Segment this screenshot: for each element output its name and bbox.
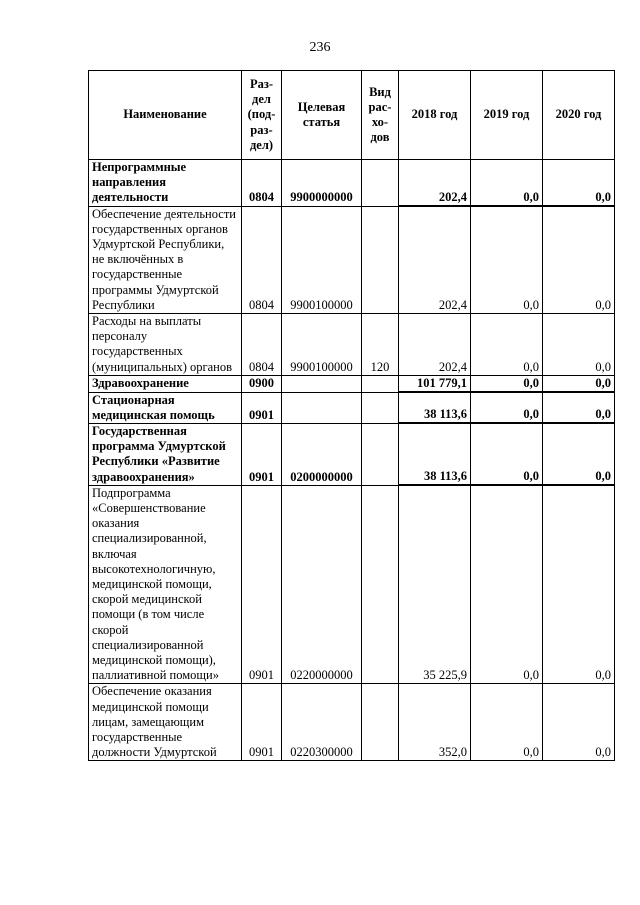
- header-2019: 2019 год: [471, 71, 543, 160]
- expense-type: [362, 160, 399, 207]
- expense-type: [362, 684, 399, 761]
- expense-type: [362, 423, 399, 485]
- section-code: 0804: [242, 206, 282, 313]
- amount-2019: 0,0: [471, 485, 543, 684]
- header-section: Раз- дел (под- раз- дел): [242, 71, 282, 160]
- amount-2019: 0,0: [471, 160, 543, 207]
- expense-type: [362, 485, 399, 684]
- amount-2020: 0,0: [543, 392, 615, 423]
- table-row: [89, 392, 615, 423]
- table-header-row: [89, 71, 615, 160]
- expense-type: [362, 375, 399, 392]
- amount-2020: 0,0: [543, 684, 615, 761]
- amount-2018: 38 113,6: [399, 423, 471, 485]
- amount-2018: 101 779,1: [399, 375, 471, 392]
- section-code: 0804: [242, 160, 282, 207]
- amount-2019: 0,0: [471, 375, 543, 392]
- header-2018: 2018 год: [399, 71, 471, 160]
- amount-2020: 0,0: [543, 160, 615, 207]
- expense-type: [362, 392, 399, 423]
- amount-2020: 0,0: [543, 314, 615, 376]
- table-row: [89, 485, 615, 684]
- amount-2020: 0,0: [543, 485, 615, 684]
- amount-2019: 0,0: [471, 206, 543, 313]
- header-expense-type: Вид рас- хо- дов: [362, 71, 399, 160]
- table-row: [89, 375, 615, 392]
- table-row: [89, 160, 615, 207]
- section-code: 0900: [242, 375, 282, 392]
- name: Здравоохранение: [89, 375, 242, 392]
- name: Обеспечение деятельности государственных органов Удмуртской Республики, не включённых в государственные программы Удмуртской Республики: [89, 206, 242, 313]
- expense-type: [362, 206, 399, 313]
- header-name: Наименование: [89, 71, 242, 160]
- target-article: [282, 392, 362, 423]
- name: Непрограммные направления деятельности: [89, 160, 242, 207]
- name: Расходы на выплаты персоналу государственных (муниципальных) органов: [89, 314, 242, 376]
- section-code: 0901: [242, 392, 282, 423]
- amount-2019: 0,0: [471, 392, 543, 423]
- amount-2020: 0,0: [543, 375, 615, 392]
- name: Подпрограмма «Совершенствование оказания специализированной, включая высокотехнологичную, медицинской помощи, скорой медицинской помощи (в том числе скорой специализированной медицинской помощи), паллиативной помощи»: [89, 485, 242, 684]
- header-target: Целевая статья: [282, 71, 362, 160]
- budget-table: [88, 70, 615, 761]
- target-article: 9900100000: [282, 206, 362, 313]
- target-article: 9900000000: [282, 160, 362, 207]
- name: Стационарная медицинская помощь: [89, 392, 242, 423]
- target-article: 9900100000: [282, 314, 362, 376]
- amount-2018: 35 225,9: [399, 485, 471, 684]
- section-code: 0901: [242, 684, 282, 761]
- amount-2018: 352,0: [399, 684, 471, 761]
- amount-2018: 202,4: [399, 206, 471, 313]
- header-2020: 2020 год: [543, 71, 615, 160]
- table-row: [89, 206, 615, 313]
- name: Государственная программа Удмуртской Республики «Развитие здравоохранения»: [89, 423, 242, 485]
- amount-2020: 0,0: [543, 206, 615, 313]
- target-article: 0220300000: [282, 684, 362, 761]
- amount-2019: 0,0: [471, 684, 543, 761]
- table-row: [89, 314, 615, 376]
- section-code: 0804: [242, 314, 282, 376]
- table-body: [89, 160, 615, 761]
- amount-2018: 38 113,6: [399, 392, 471, 423]
- amount-2018: 202,4: [399, 314, 471, 376]
- amount-2019: 0,0: [471, 314, 543, 376]
- target-article: 0200000000: [282, 423, 362, 485]
- expense-type: 120: [362, 314, 399, 376]
- amount-2018: 202,4: [399, 160, 471, 207]
- section-code: 0901: [242, 423, 282, 485]
- target-article: [282, 375, 362, 392]
- name: Обеспечение оказания медицинской помощи лицам, замещающим государственные должности Удмуртской: [89, 684, 242, 761]
- table-row: [89, 684, 615, 761]
- amount-2019: 0,0: [471, 423, 543, 485]
- page-number: 236: [309, 40, 331, 55]
- target-article: 0220000000: [282, 485, 362, 684]
- section-code: 0901: [242, 485, 282, 684]
- table-row: [89, 423, 615, 485]
- amount-2020: 0,0: [543, 423, 615, 485]
